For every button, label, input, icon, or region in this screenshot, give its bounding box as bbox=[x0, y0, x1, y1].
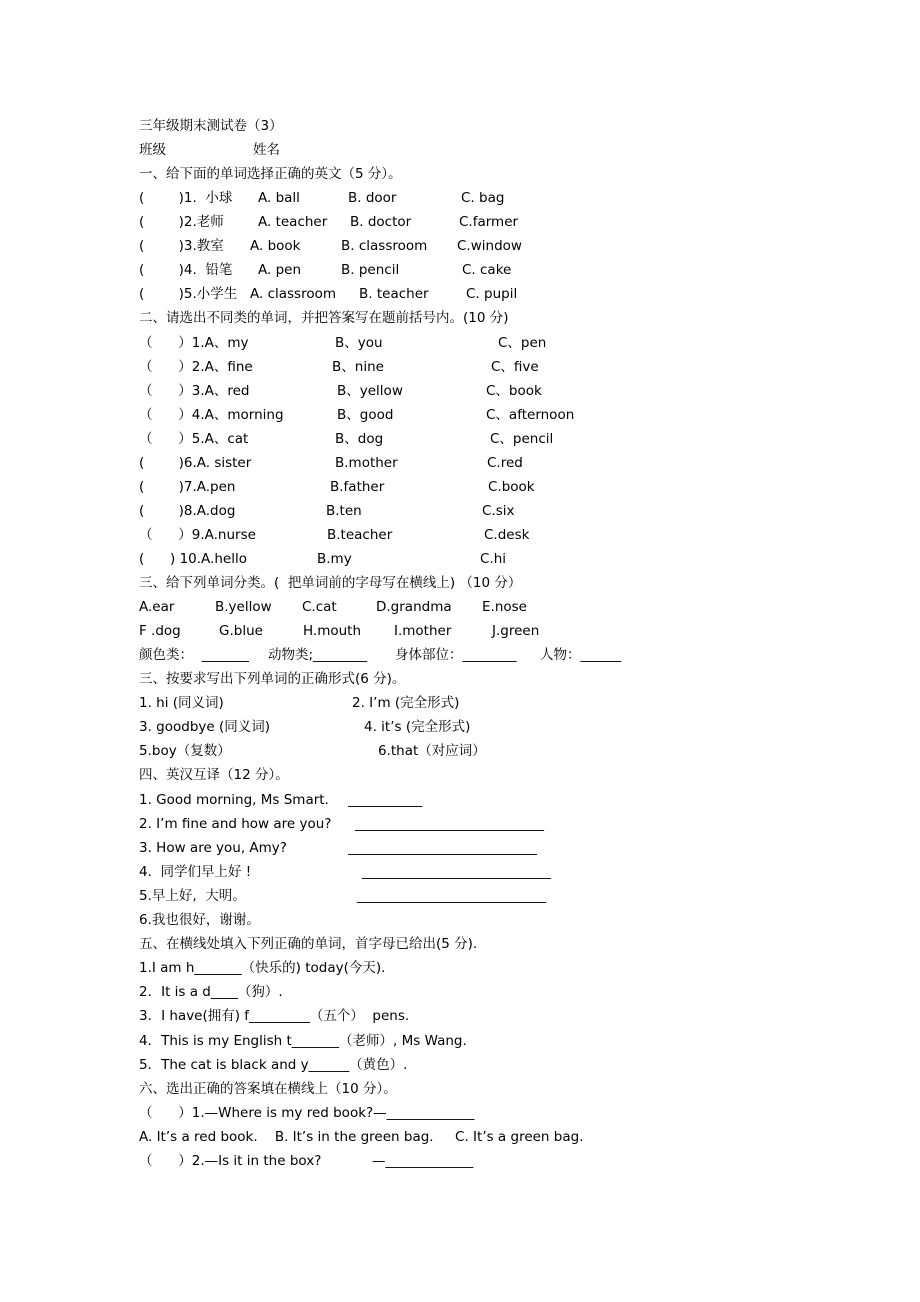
category-row bbox=[0, 643, 920, 667]
option-b: B、you bbox=[335, 335, 383, 351]
category-body: 身体部位：________ bbox=[395, 647, 517, 663]
s1-row bbox=[0, 234, 920, 258]
option-a: A. ball bbox=[258, 190, 300, 206]
s6-question-1 bbox=[0, 1101, 920, 1125]
option-a: A. classroom bbox=[250, 286, 337, 302]
option-c: C. pupil bbox=[466, 286, 518, 302]
s4-row bbox=[0, 908, 920, 932]
question-number: ( ) 10.A.hello bbox=[139, 551, 247, 567]
question-number: ( )2.老师 bbox=[139, 214, 224, 230]
option-b: B、yellow bbox=[337, 383, 403, 399]
class-label: 班级 bbox=[139, 142, 166, 158]
question-number: ( )1. 小球 bbox=[139, 190, 233, 206]
question-number: ( )3.教室 bbox=[139, 238, 224, 254]
s5-row bbox=[0, 1053, 920, 1077]
s2-row bbox=[0, 499, 920, 523]
word-item: F .dog bbox=[139, 623, 181, 639]
option-c: C.red bbox=[487, 455, 523, 471]
option-a: A. book bbox=[250, 238, 301, 254]
option-c: C.desk bbox=[484, 527, 530, 543]
s2-row bbox=[0, 475, 920, 499]
s1-row bbox=[0, 210, 920, 234]
option-b: B. door bbox=[348, 190, 397, 206]
question-number: ( )5.小学生 bbox=[139, 286, 238, 302]
answer-blank: ____________________________ bbox=[348, 840, 537, 856]
option-c: C、five bbox=[491, 359, 539, 375]
s3b-row bbox=[0, 715, 920, 739]
word-item: E.nose bbox=[482, 599, 527, 615]
option-c: C、pen bbox=[498, 335, 547, 351]
word-item: B.yellow bbox=[215, 599, 272, 615]
word-form-item: 1. hi (同义词) bbox=[139, 695, 224, 711]
question-number: （ ）3.A、red bbox=[139, 383, 250, 399]
question-number: ( )6.A. sister bbox=[139, 455, 252, 471]
word-form-item: 6.that（对应词） bbox=[378, 743, 486, 759]
section-1-heading bbox=[0, 162, 920, 186]
word-item: G.blue bbox=[219, 623, 263, 639]
question-number: （ ）5.A、cat bbox=[139, 431, 249, 447]
translation-question: 4. 同学们早上好 ! bbox=[139, 864, 252, 880]
section-2-heading bbox=[0, 306, 920, 330]
option-b: B. classroom bbox=[341, 238, 428, 254]
choice-options: A. It’s a red book. B. It’s in the green bag. C. It’s a green bag. bbox=[139, 1129, 584, 1145]
word-item: D.grandma bbox=[376, 599, 452, 615]
translation-question: 2. I’m fine and how are you? bbox=[139, 816, 332, 832]
section-heading: 三、给下列单词分类。( 把单词前的字母写在横线上) （10 分） bbox=[139, 575, 522, 591]
option-b: B、nine bbox=[332, 359, 384, 375]
section-heading: 三、按要求写出下列单词的正确形式(6 分)。 bbox=[139, 671, 406, 687]
section-6-heading bbox=[0, 1077, 920, 1101]
word-item: J.green bbox=[492, 623, 540, 639]
option-b: B.mother bbox=[335, 455, 398, 471]
option-c: C.hi bbox=[480, 551, 507, 567]
section-heading: 二、请选出不同类的单词，并把答案写在题前括号内。(10 分) bbox=[139, 310, 509, 326]
question-number: ( )7.A.pen bbox=[139, 479, 236, 495]
option-c: C. bag bbox=[461, 190, 505, 206]
section-3a-heading bbox=[0, 571, 920, 595]
s6-question-2 bbox=[0, 1149, 920, 1173]
section-heading: 一、给下面的单词选择正确的英文（5 分）。 bbox=[139, 166, 402, 182]
option-c: C、book bbox=[486, 383, 542, 399]
option-a: A. teacher bbox=[258, 214, 328, 230]
section-4-heading bbox=[0, 763, 920, 787]
word-form-item: 4. it’s (完全形式) bbox=[364, 719, 471, 735]
option-c: C.six bbox=[482, 503, 515, 519]
header-line bbox=[0, 138, 920, 162]
s2-row bbox=[0, 523, 920, 547]
option-b: B.ten bbox=[326, 503, 362, 519]
option-b: B.teacher bbox=[327, 527, 393, 543]
answer-blank: ____________________________ bbox=[355, 816, 544, 832]
word-bank-row-1 bbox=[0, 595, 920, 619]
fill-in-item: 4．This is my English t_______（老师）, Ms Wang. bbox=[139, 1033, 467, 1049]
s4-row bbox=[0, 860, 920, 884]
page-title: 三年级期末测试卷（3） bbox=[139, 118, 283, 134]
s2-row bbox=[0, 331, 920, 355]
option-c: C、pencil bbox=[490, 431, 554, 447]
s3b-row bbox=[0, 739, 920, 763]
s1-row bbox=[0, 186, 920, 210]
word-form-item: 5.boy（复数） bbox=[139, 743, 231, 759]
word-item: C.cat bbox=[302, 599, 337, 615]
question-number: ( )8.A.dog bbox=[139, 503, 236, 519]
fill-in-item: 3．I have(拥有) f_________（五个） pens. bbox=[139, 1008, 410, 1024]
s4-row bbox=[0, 812, 920, 836]
s1-row bbox=[0, 282, 920, 306]
word-item: H.mouth bbox=[303, 623, 362, 639]
fill-in-item: 1.I am h_______（快乐的) today(今天). bbox=[139, 960, 386, 976]
question-number: （ ）4.A、morning bbox=[139, 407, 284, 423]
option-c: C、afternoon bbox=[486, 407, 575, 423]
question-number: （ ）9.A.nurse bbox=[139, 527, 256, 543]
category-people: 人物：______ bbox=[540, 647, 621, 663]
translation-question: 1. Good morning, Ms Smart. bbox=[139, 792, 329, 808]
word-form-item: 2. I’m (完全形式) bbox=[352, 695, 460, 711]
s4-row bbox=[0, 884, 920, 908]
s2-row bbox=[0, 451, 920, 475]
option-b: B. teacher bbox=[359, 286, 429, 302]
title-line bbox=[0, 114, 920, 138]
s6-options-1 bbox=[0, 1125, 920, 1149]
answer-blank: —_____________ bbox=[372, 1153, 474, 1169]
option-b: B.father bbox=[330, 479, 385, 495]
option-c: C.window bbox=[457, 238, 522, 254]
category-animal: 动物类;________ bbox=[268, 647, 368, 663]
s5-row bbox=[0, 956, 920, 980]
question-number: （ ）2.A、fine bbox=[139, 359, 253, 375]
option-b: B.my bbox=[317, 551, 352, 567]
translation-question: 3. How are you, Amy? bbox=[139, 840, 287, 856]
s2-row bbox=[0, 379, 920, 403]
section-3b-heading bbox=[0, 667, 920, 691]
s2-row bbox=[0, 547, 920, 571]
fill-in-item: 5．The cat is black and y______（黄色）. bbox=[139, 1057, 408, 1073]
category-color: 颜色类： _______ bbox=[139, 647, 249, 663]
answer-blank: ___________ bbox=[348, 792, 423, 808]
s4-row bbox=[0, 788, 920, 812]
option-b: B、good bbox=[337, 407, 394, 423]
section-heading: 六、选出正确的答案填在横线上（10 分）。 bbox=[139, 1081, 397, 1097]
s4-row bbox=[0, 836, 920, 860]
translation-question: 6.我也很好，谢谢。 bbox=[139, 912, 260, 928]
answer-blank: ____________________________ bbox=[357, 888, 546, 904]
word-bank-row-2 bbox=[0, 619, 920, 643]
option-b: B. pencil bbox=[341, 262, 400, 278]
s2-row bbox=[0, 427, 920, 451]
s3b-row bbox=[0, 691, 920, 715]
section-heading: 五、在横线处填入下列正确的单词，首字母已给出(5 分). bbox=[139, 936, 478, 952]
translation-question: 5.早上好, 大明。 bbox=[139, 888, 246, 904]
s5-row bbox=[0, 1029, 920, 1053]
word-item: A.ear bbox=[139, 599, 175, 615]
option-c: C. cake bbox=[462, 262, 512, 278]
fill-in-item: 2．It is a d____（狗）. bbox=[139, 984, 283, 1000]
s5-row bbox=[0, 980, 920, 1004]
name-label: 姓名 bbox=[253, 142, 280, 158]
option-b: B. doctor bbox=[350, 214, 412, 230]
option-a: A. pen bbox=[258, 262, 302, 278]
s1-row bbox=[0, 258, 920, 282]
choice-question: （ ）1.—Where is my red book?—_____________ bbox=[139, 1105, 475, 1121]
s5-row bbox=[0, 1004, 920, 1028]
option-c: C.book bbox=[488, 479, 535, 495]
s2-row bbox=[0, 355, 920, 379]
word-item: I.mother bbox=[394, 623, 452, 639]
section-heading: 四、英汉互译（12 分）。 bbox=[139, 767, 289, 783]
word-form-item: 3. goodbye (同义词) bbox=[139, 719, 271, 735]
answer-blank: ____________________________ bbox=[362, 864, 551, 880]
question-number: （ ）1.A、my bbox=[139, 335, 249, 351]
option-b: B、dog bbox=[335, 431, 384, 447]
choice-question: （ ）2.—Is it in the box? bbox=[139, 1153, 322, 1169]
section-5-heading bbox=[0, 932, 920, 956]
s2-row bbox=[0, 403, 920, 427]
option-c: C.farmer bbox=[459, 214, 519, 230]
question-number: ( )4. 铅笔 bbox=[139, 262, 233, 278]
